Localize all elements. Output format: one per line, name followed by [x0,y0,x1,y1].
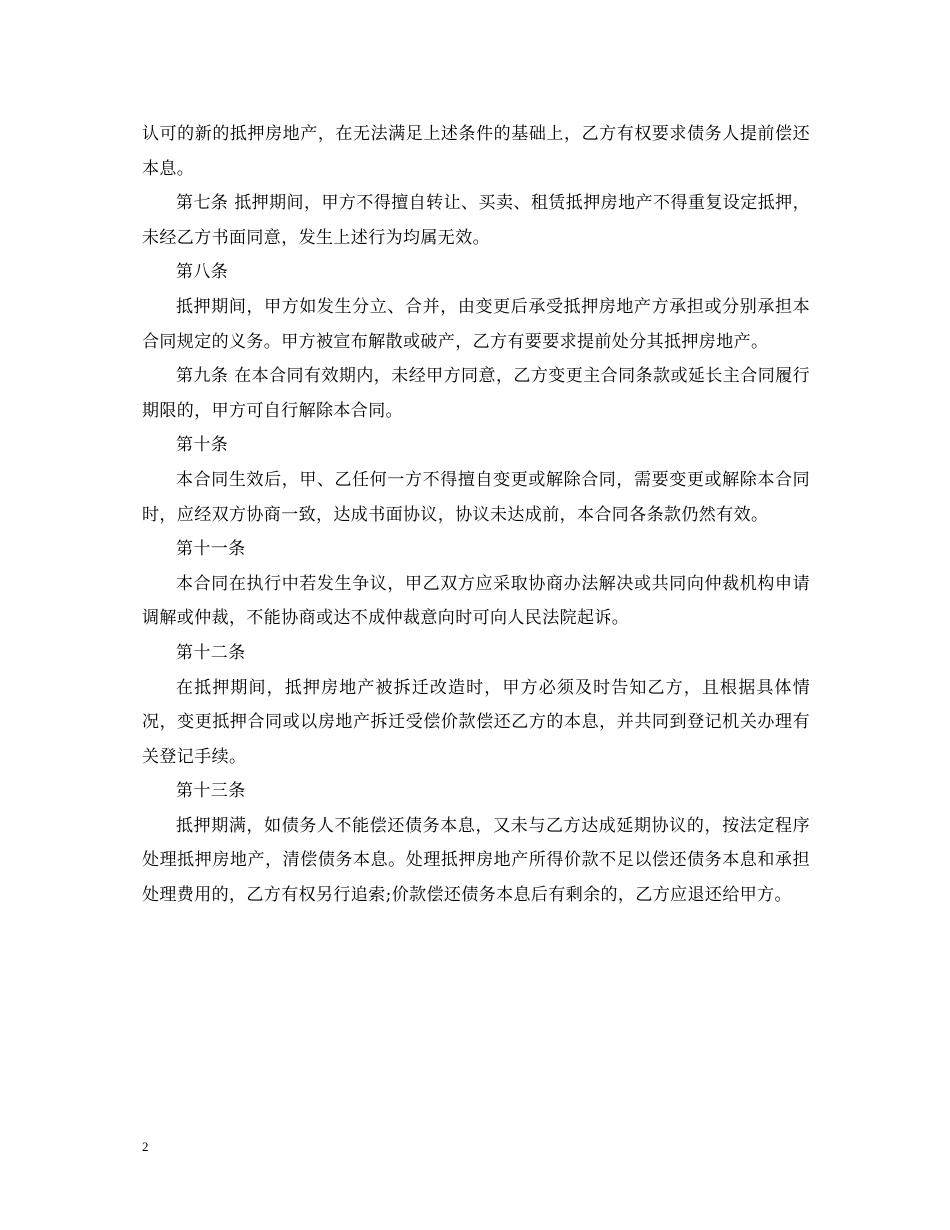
article-heading-12: 第十二条 [176,642,246,663]
paragraph-article-10: 本合同生效后，甲、乙任何一方不得擅自变更或解除合同，需要变更或解除本合同时，应经双方协商一致，达成书面协议，协议未达成前，本合同各条款仍然有效。 [142,469,810,525]
body-text [142,117,810,913]
article-heading-11: 第十一条 [176,539,246,560]
page-number: 2 [142,1139,149,1154]
article-heading-10: 第十条 [176,435,229,456]
paragraph-article-12: 在抵押期间，抵押房地产被拆迁改造时，甲方必须及时告知乙方，且根据具体情况，变更抵押合同或以房地产拆迁受偿价款偿还乙方的本息，并共同到登记机关办理有关登记手续。 [142,677,810,767]
paragraph-continuation: 认可的新的抵押房地产，在无法满足上述条件的基础上，乙方有权要求债务人提前偿还本息。 [142,124,810,179]
paragraph-article-7: 第七条 抵押期间，甲方不得擅自转让、买卖、租赁抵押房地产不得重复设定抵押，未经乙方书面同意，发生上述行为均属无效。 [142,193,810,248]
article-heading-8: 第八条 [176,262,229,283]
paragraph-article-9: 第九条 在本合同有效期内，未经甲方同意，乙方变更主合同条款或延长主合同履行期限的，甲方可自行解除本合同。 [142,366,810,421]
paragraph-article-13: 抵押期满，如债务人不能偿还债务本息，又未与乙方达成延期协议的，按法定程序处理抵押房地产，清偿债务本息。处理抵押房地产所得价款不足以偿还债务本息和承担处理费用的，乙方有权另行追索;价款偿还债务本息后有剩余的，乙方应退还给甲方。 [142,815,810,906]
paragraph-article-11: 本合同在执行中若发生争议，甲乙双方应采取协商办法解决或共同向仲裁机构申请调解或仲裁，不能协商或达不成仲裁意向时可向人民法院起诉。 [142,573,810,629]
paragraph-article-8: 抵押期间，甲方如发生分立、合并，由变更后承受抵押房地产方承担或分别承担本合同规定的义务。甲方被宣布解散或破产，乙方有要要求提前处分其抵押房地产。 [142,296,810,352]
article-heading-13: 第十三条 [176,781,246,802]
